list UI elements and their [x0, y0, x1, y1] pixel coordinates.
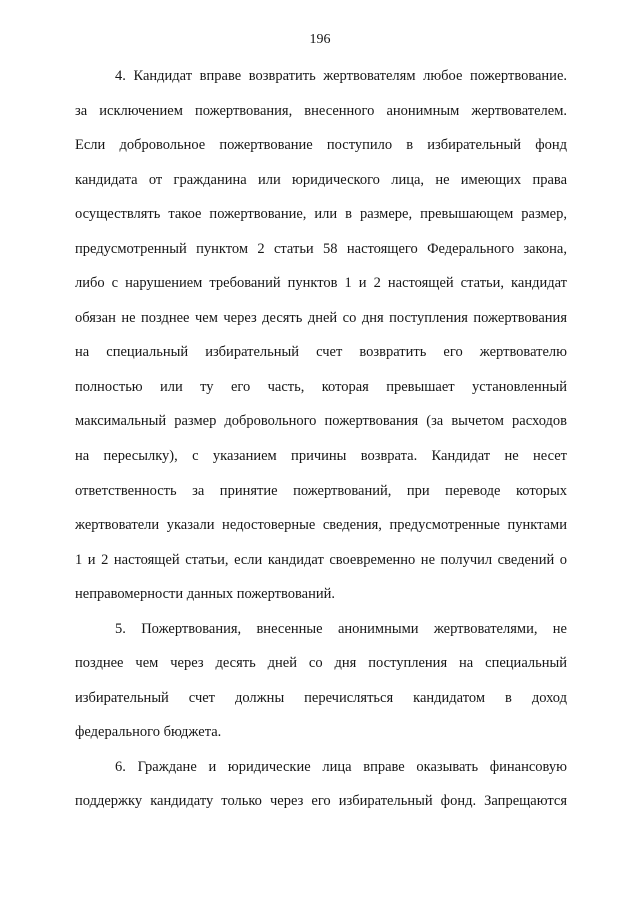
text-line: избирательный счет должны перечисляться кандидатом в доход [75, 689, 567, 706]
text-line: максимальный размер добровольного пожертвования (за вычетом расходов [75, 413, 567, 430]
text-line: 6. Граждане и юридические лица вправе оказывать финансовую [115, 758, 567, 775]
text-line: Если добровольное пожертвование поступило в избирательный фонд [75, 137, 567, 154]
text-line: 1 и 2 настоящей статьи, если кандидат своевременно не получил сведений о [75, 551, 567, 568]
text-line: позднее чем через десять дней со дня поступления на специальный [75, 655, 567, 672]
text-line: предусмотренный пунктом 2 статьи 58 настоящего Федерального закона, [75, 240, 567, 257]
text-line: 5. Пожертвования, внесенные анонимными жертвователями, не [115, 620, 567, 637]
text-line: кандидата от гражданина или юридического лица, не имеющих права [75, 171, 567, 188]
text-line: федерального бюджета. [75, 724, 222, 741]
text-line: неправомерности данных пожертвований. [75, 586, 336, 603]
paragraph-5 [75, 619, 567, 757]
text-line: на специальный избирательный счет возвратить его жертвователю [75, 344, 567, 361]
text-line: 4. Кандидат вправе возвратить жертвователям любое пожертвование. [115, 68, 567, 84]
text-line: на пересылку), с указанием причины возврата. Кандидат не несет [75, 448, 567, 465]
document-body [75, 66, 567, 826]
text-line: за исключением пожертвования, внесенного анонимным жертвователем. [75, 102, 567, 119]
page-number: 196 [309, 32, 331, 47]
text-line: осуществлять такое пожертвование, или в размере, превышающем размер, [75, 206, 567, 223]
paragraph-6 [75, 757, 567, 826]
text-line: полностью или ту его часть, которая превышает установленный [75, 378, 567, 395]
text-line: жертвователи указали недостоверные сведения, предусмотренные пунктами [75, 517, 567, 534]
paragraph-4 [75, 66, 567, 619]
text-line: либо с нарушением требований пунктов 1 и 2 настоящей статьи, кандидат [75, 275, 567, 292]
text-line: обязан не позднее чем через десять дней со дня поступления пожертвования [75, 309, 567, 326]
text-line: поддержку кандидату только через его избирательный фонд. Запрещаются [75, 793, 567, 810]
text-line: ответственность за принятие пожертвований, при переводе которых [75, 482, 567, 499]
